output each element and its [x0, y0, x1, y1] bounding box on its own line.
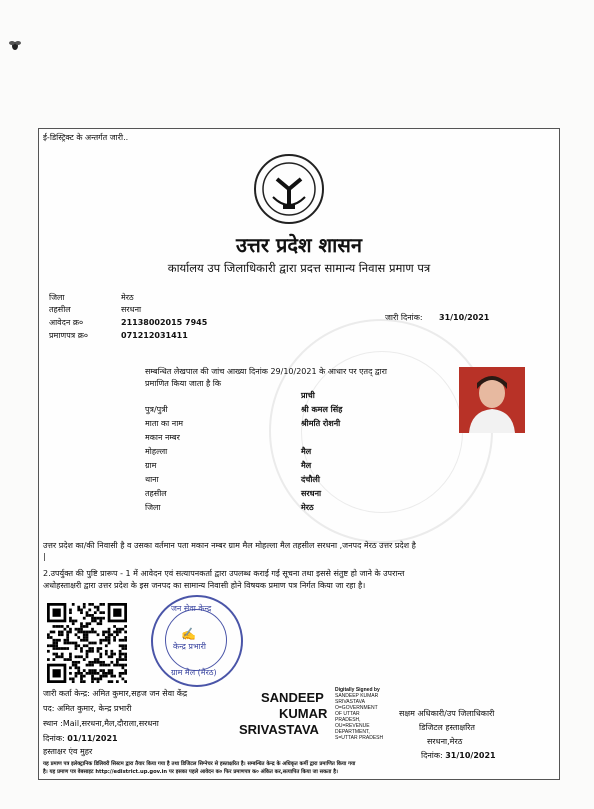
app-no-value: 21138002015 7945: [121, 318, 208, 327]
signature-detail: O=GOVERNMENT: [335, 705, 378, 711]
signature-detail: OF UTTAR: [335, 711, 360, 717]
field-value: मैल: [301, 461, 312, 470]
signer-name-line-1: SANDEEP: [261, 690, 324, 705]
signature-detail: SANDEEP KUMAR: [335, 693, 379, 699]
issuer-date-label: दिनांक:: [43, 734, 65, 743]
issuer-seal-label: हस्ताक्षर एंव मुहर: [43, 747, 93, 756]
signer-name-line-3: SRIVASTAVA: [239, 722, 319, 737]
field-value: श्री कमल सिंह: [301, 405, 343, 414]
footer-line-2: है। यह प्रमाण पत्र वेबसाइट http://edistrict.up.gov.in पर इसका पहले आवेदन क० फिर प्रमाणपत्र क० अंकित कर,सत्यापित किया जा सकता है।: [43, 769, 338, 775]
digital-signature-block: [335, 687, 383, 741]
signature-detail: OU=REVENUE: [335, 723, 370, 729]
signature-detail: DEPARTMENT,: [335, 729, 370, 735]
signature-detail: SRIVASTAVA: [335, 699, 365, 705]
issue-date-value: 31/10/2021: [439, 313, 490, 322]
field-value: सरधना: [301, 489, 322, 498]
district-value: मेरठ: [121, 293, 134, 302]
stamp-top-text: जन सेवा केन्द्र: [171, 604, 212, 613]
center-stamp: [151, 595, 243, 687]
signer-name-line-2: KUMAR: [279, 706, 328, 721]
up-emblem: [253, 153, 325, 225]
field-value: प्राची: [301, 391, 315, 400]
applicant-photo: [459, 367, 525, 433]
field-value: मैल: [301, 447, 312, 456]
field-label: माता का नाम: [145, 419, 184, 428]
field-value: दंचौली: [301, 475, 320, 484]
page-title: उत्तर प्रदेश शासन: [236, 233, 362, 257]
app-no-label: आवेदन क्र०: [49, 318, 84, 327]
signature-detail: S=UTTAR PRADESH: [335, 735, 384, 741]
issuer-date-value: 01/11/2021: [67, 734, 118, 743]
stamp-bottom-text: ग्राम मैल (मेरठ): [171, 668, 217, 677]
district-label: जिला: [49, 293, 65, 302]
intro-line-2: प्रमाणित किया जाता है कि: [145, 379, 222, 388]
issue-date-label: जारी दिनांक:: [385, 313, 423, 322]
resident-statement: उत्तर प्रदेश का/की निवासी है व उसका वर्तमान पता मकान नम्बर ग्राम मैल मोहल्ला मैल तहसील सरधना ,जनपद मेरठ उत्तर प्रदेश है: [43, 541, 416, 550]
field-value: मेरठ: [301, 503, 314, 512]
intro-line-1: सम्बन्धित लेखपाल की जांच आख्या दिनांक 29/10/2021 के आधार पर एतद् द्वारा: [145, 367, 387, 376]
clause-2-line-1: 2.उपर्युक्त की पुष्टि प्रारूप - 1 में आवेदन एवं सत्यापनकर्ता द्वारा उपलब्ध कराई गई सूचना तथा इससे संतुष्ट हो जाने के उपरान्त: [43, 569, 405, 578]
certificate: [38, 128, 560, 780]
tehsil-value: सरधना: [121, 305, 142, 314]
stamp-middle-text: केन्द्र प्रभारी: [173, 642, 206, 651]
fly-mark: [8, 38, 22, 52]
issuer-center: जारी कर्ता केन्द्र: अमित कुमार,सहज जन सेवा केंद्र: [43, 689, 188, 698]
issuer-post: पद: अमित कुमार, केन्द्र प्रभारी: [43, 704, 132, 713]
signed-by-label: Digitally Signed by: [335, 687, 380, 693]
stamp-signature: ✍: [181, 627, 196, 641]
field-label: मकान नम्बर: [145, 433, 180, 442]
field-label: जिला: [145, 503, 161, 512]
field-label: ग्राम: [145, 461, 157, 470]
signature-detail: PRADESH,: [335, 717, 361, 723]
qr-code: [47, 603, 127, 683]
field-value: श्रीमति रोशनी: [301, 419, 341, 428]
authority-title: सक्षम अधिकारी/उप जिलाधिकारी: [399, 709, 495, 718]
clause-2-line-2: अधोहस्ताक्षरी द्वारा उत्तर प्रदेश के इस जनपद का सामान्य निवासी होने विषयक प्रमाण पत्र निर्गत किया जा रहा है।: [43, 581, 366, 590]
cert-no-value: 071212031411: [121, 331, 188, 340]
field-label: थाना: [145, 475, 159, 484]
authority-digital: डिजिटल हस्ताक्षरित: [419, 723, 475, 732]
resident-mark: |: [43, 552, 46, 561]
top-note: ई-डिस्ट्रिक्ट के अन्तर्गत जारी..: [43, 133, 129, 142]
field-label: मोहल्ला: [145, 447, 168, 456]
issuer-place: स्थान :Mail,सरधना,मैल,दौराला,सरधना: [43, 719, 159, 728]
page-subtitle: कार्यालय उप जिलाधिकारी द्वारा प्रदत्त सामान्य निवास प्रमाण पत्र: [167, 261, 431, 275]
authority-place: सरधना,मेरठ: [427, 737, 463, 746]
tehsil-label: तहसील: [49, 305, 71, 314]
field-label: तहसील: [145, 489, 167, 498]
authority-date-value: 31/10/2021: [445, 751, 496, 760]
cert-no-label: प्रमाणपत्र क्र०: [49, 331, 88, 340]
field-label: पुत्र/पुत्री: [145, 405, 168, 414]
footer-line-1: यह प्रमाण पत्र इलेक्ट्रानिक डिलिवरी सिस्टम द्वारा तैयार किया गया है तथा डिजिटल सिग्नेचर से हस्ताक्षरित है। सम्बन्धित केन्द्र के अधिकृत कर्मी द्वारा प्रमाणित किया गया: [43, 761, 356, 767]
authority-date-label: दिनांक:: [421, 751, 443, 760]
